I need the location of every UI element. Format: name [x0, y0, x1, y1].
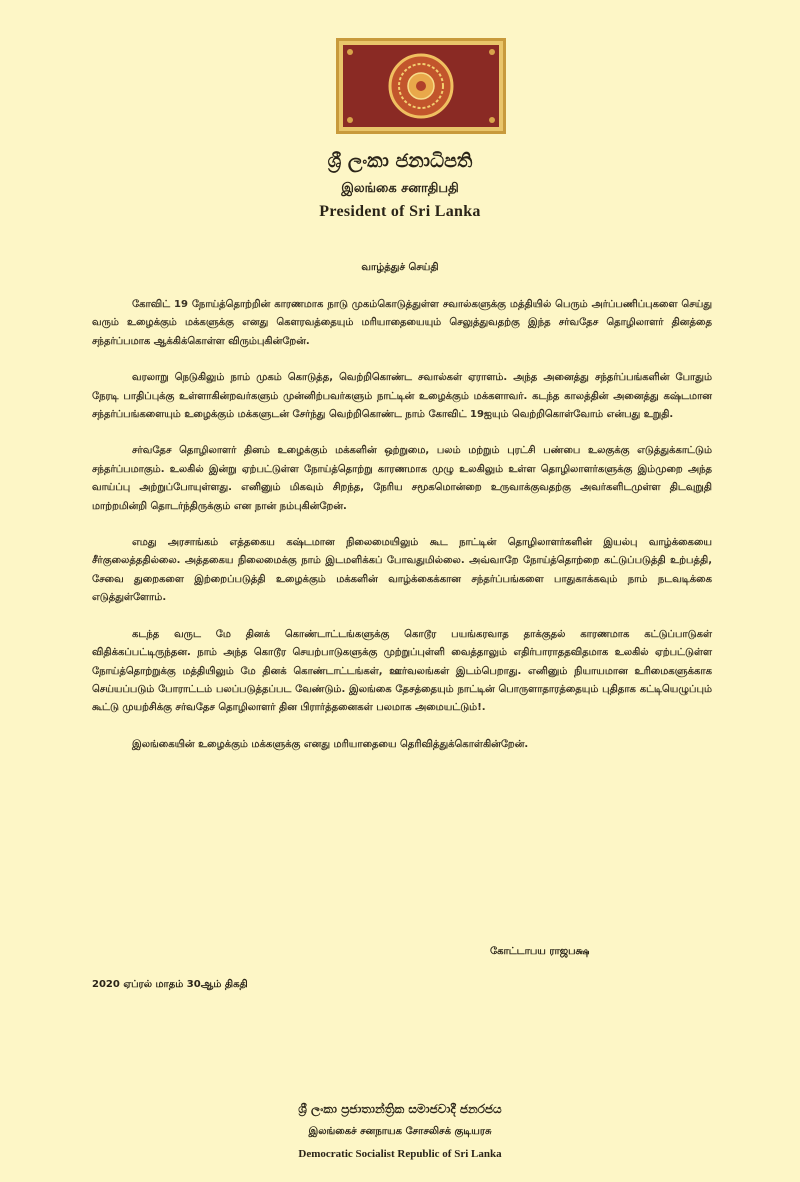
header-english: President of Sri Lanka [319, 203, 481, 220]
paragraph: வரலாறு நெடுகிலும் நாம் முகம் கொடுத்த, வெற்றிகொண்ட சவால்கள் ஏராளம். அந்த அனைத்து சந்தர்ப்பங்களின் போதும் நேரடி பாதிப்புக்கு உள்ளாகின்றவர்களும் முன்னிற்பவர்களும் நாட்டின் உழைக்கும் மக்களாவர். கடந்த காலத்தின் அனைத்து கஷ்டமான சந்தர்ப்பங்களையும் உழைக்கும் மக்களுடன் சேர்ந்து வெற்றிகொண்ட நாம் கோவிட் 19ஐயும் வெற்றிகொள்வோம் என்பது உறுதி. [92, 372, 712, 421]
paragraph: எமது அரசாங்கம் எத்தகைய கஷ்டமான நிலைமையிலும் கூட நாட்டின் தொழிலாளர்களின் இயல்பு வாழ்க்கையை சீர்குலைத்ததில்லை. அத்தகைய நிலைமைக்கு நாம் இடமளிக்கப் போவதுமில்லை. அவ்வாறே நோய்த்தொற்றை கட்டுப்படுத்தி உற்பத்தி, சேவை துறைகளை இற்றைப்படுத்தி உழைக்கும் மக்களின் வாழ்க்கைக்கான சந்தர்ப்பங்களை பாதுகாக்கவும் நாம் நடவடிக்கை எடுத்துள்ளோம். [92, 537, 712, 604]
footer-sinhala: ශ්‍රී ලංකා ප්‍රජාතාන්ත්‍රික සමාජවාදී ජනරජය [298, 1102, 502, 1116]
footer-english: Democratic Socialist Republic of Sri Lanka [298, 1148, 502, 1160]
presidential-emblem [336, 38, 506, 134]
message-title: வாழ்த்துச் செய்தி [361, 262, 439, 273]
signature-name: கோட்டாபய ராஜபக்ஷ [490, 946, 590, 957]
footer-tamil: இலங்கைச் சனநாயக சோசலிசக் குடியரசு [308, 1126, 492, 1137]
letter-date: 2020 ஏப்ரல் மாதம் 30ஆம் திகதி [92, 979, 248, 990]
paragraph: கோவிட் 19 நோய்த்தொற்றின் காரணமாக நாடு முகம்கொடுத்துள்ள சவால்களுக்கு மத்தியில் பெரும் அர்ப்பணிப்புகளை செய்து வரும் உழைக்கும் மக்களுக்கு எனது கௌரவத்தையும் மரியாதையையும் செலுத்துவதற்கு இந்த சர்வதேச தொழிலாளர் தினத்தை சந்தர்ப்பமாக ஆக்கிக்கொள்ள விரும்புகின்றேன். [92, 299, 712, 347]
header-sinhala: ශ්‍රී ලංකා ජනාධිපති [327, 150, 473, 172]
paragraph: சர்வதேச தொழிலாளர் தினம் உழைக்கும் மக்களின் ஒற்றுமை, பலம் மற்றும் புரட்சி பண்பை உலகுக்கு எடுத்துக்காட்டும் சந்தர்ப்பமாகும். உலகில் இன்று ஏற்பட்டுள்ள நோய்த்தொற்று காரணமாக முழு உலகிலும் உள்ள தொழிலாளர்களுக்கு இம்முறை அந்த வாய்ப்பு அற்றுப்போயுள்ளது. எனினும் மிகவும் சிறந்த, நேரிய சமூகமொன்றை உருவாக்குவதற்கு அவர்களிடமுள்ள திடவுறுதி மாற்றமின்றி தொடர்ந்திருக்கும் என நான் நம்புகின்றேன். [92, 445, 712, 512]
paragraph: கடந்த வருட மே தினக் கொண்டாட்டங்களுக்கு கொடூர பயங்கரவாத தாக்குதல் காரணமாக கட்டுப்பாடுகள் விதிக்கப்பட்டிருந்தன. நாம் அந்த கொடூர செயற்பாடுகளுக்கு முற்றுப்புள்ளி வைத்தாலும் எதிர்பாராததவிதமாக உலகில் ஏற்பட்டுள்ள நோய்த்தொற்றுக்கு மத்தியிலும் மே தினக் கொண்டாட்டங்கள், ஊர்வலங்கள் இடம்பெறாது. எனினும் நியாயமான உரிமைகளுக்காக செய்யப்படும் போராட்டம் பலப்படுத்தப்பட வேண்டும். இலங்கை தேசத்தையும் நாட்டின் பொருளாதாரத்தையும் புதிதாக கட்டியெழுப்பும் கூட்டு முயற்சிக்கு சர்வதேச தொழிலாளர் தின பிரார்த்தனைகள் பலமாக அமையட்டும்!. [92, 628, 712, 714]
paragraph: இலங்கையின் உழைக்கும் மக்களுக்கு எனது மரியாதையை தெரிவித்துக்கொள்கின்றேன். [132, 738, 529, 750]
header-tamil: இலங்கை சனாதிபதி [341, 181, 459, 196]
message-body [92, 296, 712, 772]
